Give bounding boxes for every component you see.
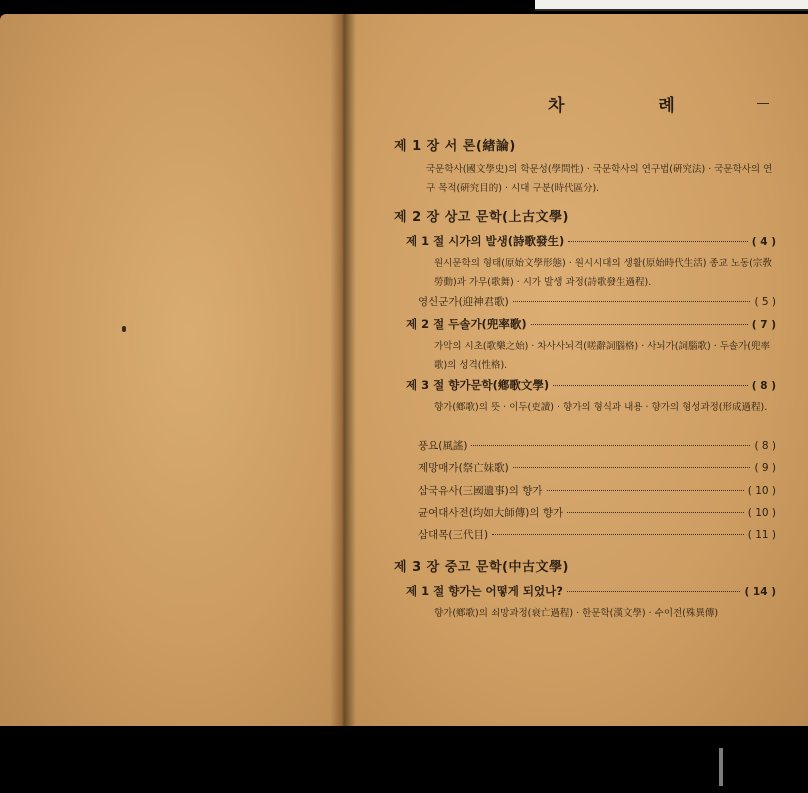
leader-dots	[553, 385, 748, 386]
ch3-s1-desc: 향가(鄕歌)의 쇠망과정(衰亡過程) · 한문학(漢文學) · 수이전(殊異傳)	[434, 608, 719, 619]
toc-entry-ch2-e5	[418, 505, 776, 520]
entry-page: ( 11 )	[747, 529, 776, 541]
entry-page: ( 7 )	[751, 319, 776, 331]
toc-entry-ch3-s1	[406, 583, 776, 599]
entry-label: 삼국유사(三國遺事)의 향가	[418, 485, 543, 497]
entry-label: 제 3 절 향가문학(鄕歌文學)	[406, 378, 550, 392]
title-rule	[757, 103, 769, 104]
entry-label: 제 2 절 두솔가(兜率歌)	[406, 317, 527, 331]
entry-page: ( 4 )	[751, 236, 776, 248]
leader-dots	[567, 512, 744, 513]
entry-label: 제망매가(祭亡妹歌)	[418, 462, 509, 474]
page-title: 차 례	[548, 96, 719, 116]
entry-page: ( 10 )	[747, 485, 776, 497]
leader-dots	[492, 534, 744, 535]
toc-entry-ch2-e6	[418, 527, 776, 542]
toc-entry-ch2-s2	[406, 316, 776, 332]
entry-page: ( 8 )	[754, 440, 776, 452]
ch2-s1-desc: 원시문학의 형태(原始文學形態) · 원시시대의 생활(原始時代生活) 종교 노동(宗敎勞動)과 가무(歌舞) · 시가 발생 과정(詩歌發生過程).	[434, 258, 772, 288]
toc-entry-ch2-s1	[406, 233, 776, 249]
leader-dots	[471, 445, 750, 446]
leader-dots	[568, 241, 747, 242]
leader-dots	[567, 591, 741, 592]
ch2-s3-desc: 향가(鄕歌)의 뜻 · 이두(吏讀) · 향가의 형식과 내용 · 향가의 형성과정(形成過程).	[434, 402, 768, 413]
leader-dots	[531, 324, 748, 325]
toc-entry-ch2-e3	[418, 460, 776, 475]
chapter-1-title: 제 1 장 서 론(緖論)	[394, 139, 516, 154]
toc-entry-ch2-e4	[418, 483, 776, 498]
leader-dots	[513, 467, 751, 468]
chapter-3-title: 제 3 장 중고 문학(中古文學)	[394, 560, 569, 575]
leader-dots	[547, 490, 744, 491]
entry-page: ( 14 )	[744, 586, 776, 598]
toc-entry-ch2-e2	[418, 438, 776, 453]
entry-page: ( 10 )	[747, 507, 776, 519]
entry-page: ( 5 )	[754, 296, 776, 308]
toc-entry-ch2-e1	[418, 294, 776, 309]
entry-label: 제 1 절 시가의 발생(詩歌發生)	[406, 234, 565, 248]
leader-dots	[513, 301, 751, 302]
entry-label: 제 1 절 향가는 어떻게 되었나?	[406, 584, 563, 598]
entry-page: ( 9 )	[754, 462, 776, 474]
entry-label: 영신군가(迎神君歌)	[418, 296, 509, 308]
chapter-1-desc: 국문학사(國文學史)의 학문성(學問性) · 국문학사의 연구법(硏究法) · 국문학사의 연구 목적(硏究目的) · 시대 구분(時代區分).	[426, 164, 773, 194]
toc-entry-ch2-s3	[406, 377, 776, 393]
ch2-s2-desc: 가악의 시초(歌樂之始) · 차사사뇌격(嗟辭詞腦格) · 사뇌가(詞腦歌) · 두솔가(兜率歌)의 성격(性格).	[434, 341, 770, 371]
entry-label: 풍요(風謠)	[418, 440, 468, 452]
entry-page: ( 8 )	[751, 380, 776, 392]
chapter-2-title: 제 2 장 상고 문학(上古文學)	[394, 210, 569, 225]
entry-label: 삼대목(三代目)	[418, 529, 489, 541]
entry-label: 균여대사전(均如大師傳)의 향가	[418, 507, 564, 519]
